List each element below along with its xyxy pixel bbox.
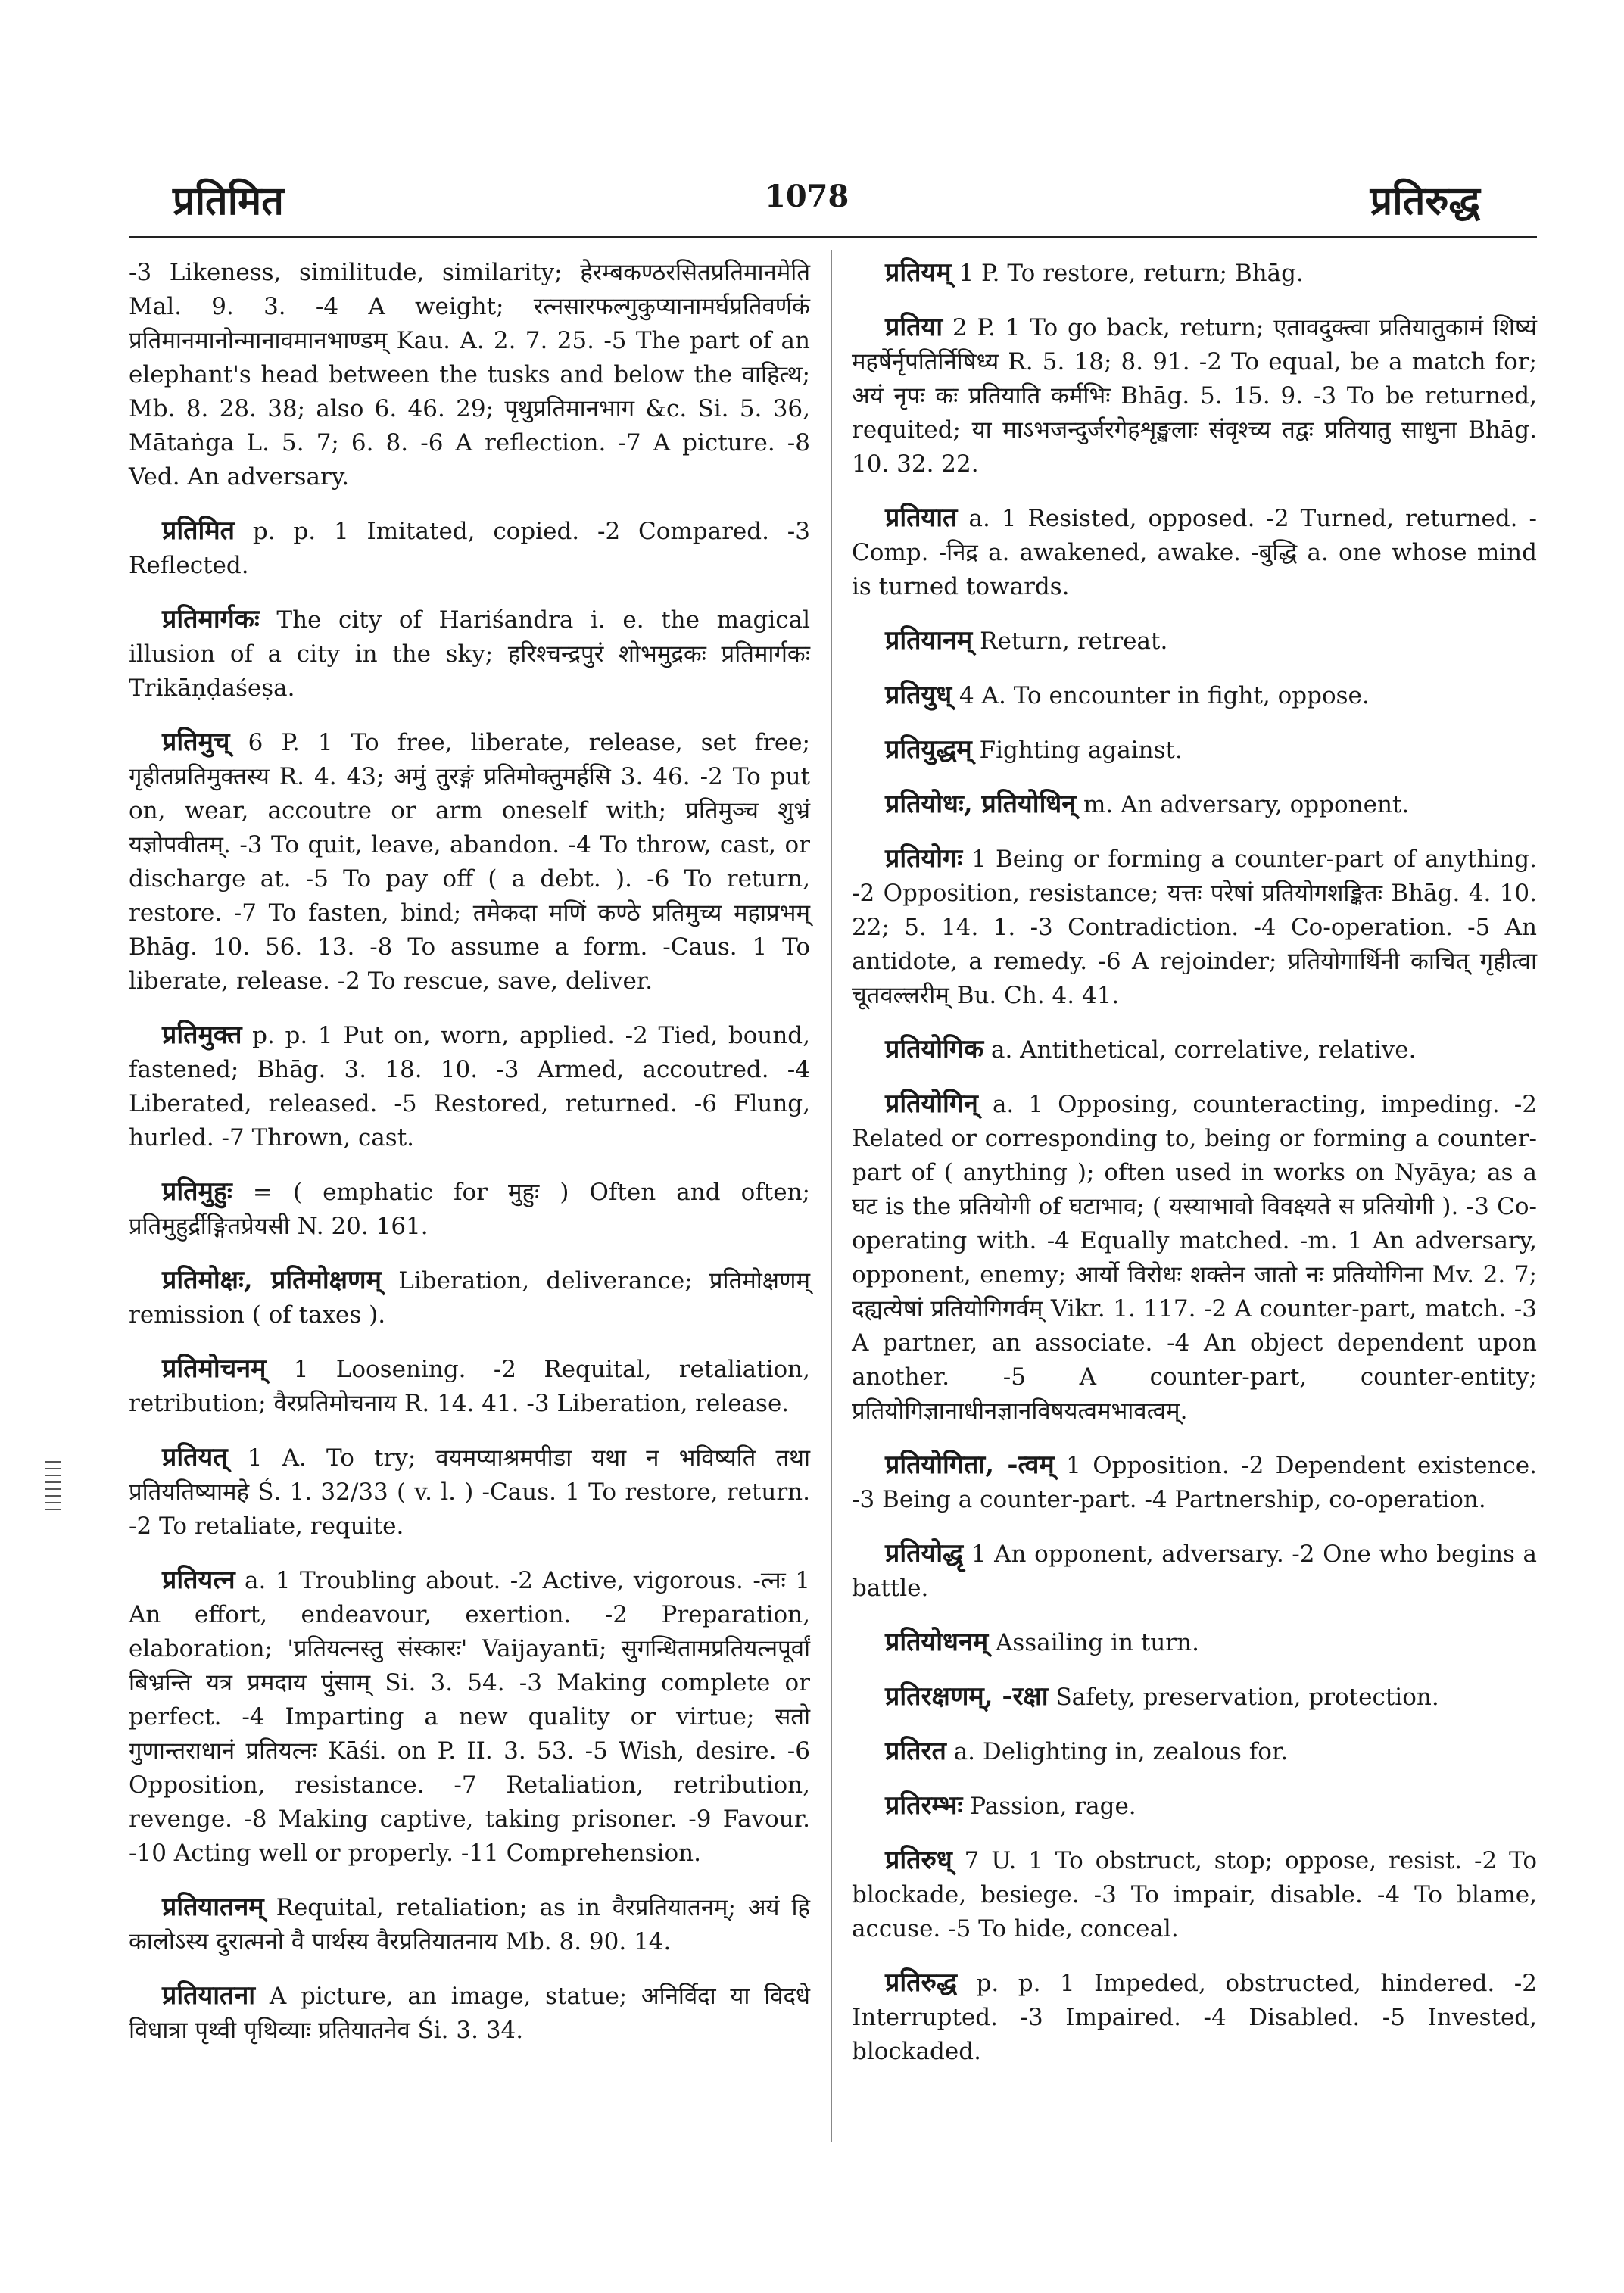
entry-definition: -3 Likeness, similitude, similarity; हेरम्बकण्ठरसितप्रतिमानमेति Mal. 9. 3. -4 A weight; रत्नसारफल्गुकुप्यानामर्घप्रतिवर्णकं प्रतिमानमानोन्मानावमानभाण्डम् Kau. A. 2. 7. 25. -5 The part of an elephant's head between the tusks and below the वाहित्थ; Mb. 8. 28. 38; also 6. 46. 29; पृथुप्रतिमानभाग &c. Si. 5. 36, Mātaṅga L. 5. 7; 6. 8. -6 A reflection. -7 A picture. -8 Ved. An adversary. xyxy=(129,259,810,491)
entry-headword: प्रतियोधः, प्रतियोधिन् xyxy=(885,789,1077,819)
entry-definition: a. 1 Opposing, counteracting, impeding. -2 Related or corresponding to, being or forming a counter-part of ( anything ); often used in works on Nyāya; as a घट is the प्रतियोगी of घटाभाव; ( यस्याभावो विवक्ष्यते स प्रतियोगी ). -3 Co-operating with. -4 Equally matched. -m. 1 An adversary, opponent, enemy; आर्यो विरोधः शक्तेन जातो नः प्रतियोगिना Mv. 2. 7; दह्यत्येषां प्रतियोगिगर्वम् Vikr. 1. 117. -2 A counter-part, match. -3 A partner, an associate. -4 An object dependent upon another. -5 A counter-part, counter-entity; प्रतियोगिज्ञानाधीनज्ञानविषयत्वमभावत्वम्. xyxy=(852,1091,1537,1425)
page-header xyxy=(0,173,1624,226)
dictionary-entry xyxy=(852,624,1537,659)
dictionary-entry xyxy=(852,1448,1537,1517)
entry-headword: प्रतियोगः xyxy=(885,843,963,874)
dictionary-entry xyxy=(852,1680,1537,1715)
margin-marks xyxy=(45,1461,61,1514)
entry-definition: p. p. 1 Put on, worn, applied. -2 Tied, bound, fastened; Bhāg. 3. 18. 10. -3 Armed, accoutred. -4 Liberated, released. -5 Restored, returned. -6 Flung, hurled. -7 Thrown, cast. xyxy=(129,1022,811,1151)
entry-headword: प्रतिमुहुः xyxy=(162,1176,232,1207)
entry-definition: 1 P. To restore, return; Bhāg. xyxy=(959,260,1304,287)
entry-headword: प्रतियातना xyxy=(162,1980,256,2011)
entry-definition: Passion, rage. xyxy=(970,1793,1136,1820)
entry-headword: प्रतियुद्धम् xyxy=(885,734,972,765)
dictionary-entry xyxy=(852,1033,1537,1067)
entry-headword: प्रतियत् xyxy=(162,1442,228,1472)
dictionary-entry xyxy=(852,501,1537,604)
entry-definition: p. p. 1 Imitated, copied. -2 Compared. -3 Reflected. xyxy=(129,518,810,579)
dictionary-entry xyxy=(852,310,1537,481)
dictionary-entry xyxy=(129,514,810,583)
entry-headword: प्रतिरम्भः xyxy=(885,1790,963,1821)
left-column xyxy=(129,256,810,2067)
entry-headword: प्रतियत्न xyxy=(162,1565,235,1595)
dictionary-entry xyxy=(129,1352,810,1421)
entry-definition: 2 P. 1 To go back, return; एतावदुक्त्वा प्रतियातुकामं शिष्यं महर्षेर्नृपतिर्निषिध्य R. 5. 18; 8. 91. -2 To equal, be a match for; अयं नृपः कः प्रतियाति कर्मभिः Bhāg. 5. 15. 9. -3 To be returned, requited; या माऽभजन्दुर्जरगेहशृङ्खलाः संवृश्च्य तद्वः प्रतियातु साधुना Bhāg. 10. 32. 22. xyxy=(852,314,1537,478)
entry-definition: 4 A. To encounter in fight, oppose. xyxy=(959,682,1370,709)
entry-headword: प्रतिमुक्त xyxy=(162,1020,242,1050)
entry-headword: प्रतिरुद्ध xyxy=(885,1967,958,1998)
entry-definition: Requital, retaliation; as in वैरप्रतियातनम्; अयं हि कालोऽस्य दुरात्मनो वै पार्थस्य वैरप्रतियातनाय Mb. 8. 90. 14. xyxy=(129,1894,810,1955)
dictionary-entry xyxy=(852,1625,1537,1660)
entry-headword: प्रतियम् xyxy=(885,257,952,288)
column-divider xyxy=(831,250,832,2142)
entry-definition: a. 1 Troubling about. -2 Active, vigorous. -त्नः 1 An effort, endeavour, exertion. -2 Preparation, elaboration; 'प्रतियत्नस्तु संस्कारः' Vaijayantī; सुगन्धितामप्रतियत्नपूर्वां बिभ्रन्ति यत्र प्रमदाय पुंसाम् Si. 3. 54. -3 Making complete or perfect. -4 Imparting a new quality or virtue; सतो गुणान्तराधानं प्रतियत्नः Kāśi. on P. II. 3. 53. -5 Wish, desire. -6 Opposition, resistance. -7 Retaliation, retribution, revenge. -8 Making captive, taking prisoner. -9 Favour. -10 Acting well or properly. -11 Comprehension. xyxy=(129,1567,811,1867)
dictionary-entry xyxy=(129,1563,810,1871)
dictionary-entry xyxy=(852,678,1537,713)
dictionary-entry xyxy=(129,256,810,494)
entry-headword: प्रतिमुच् xyxy=(162,727,230,757)
entry-headword: प्रतियात xyxy=(885,503,958,533)
dictionary-entry xyxy=(852,733,1537,768)
dictionary-entry xyxy=(129,1890,810,1959)
entry-headword: प्रतियोगिता, -त्वम् xyxy=(885,1450,1055,1480)
entry-definition: 1 Loosening. -2 Requital, retaliation, retribution; वैरप्रतिमोचनाय R. 14. 41. -3 Liberation, release. xyxy=(129,1356,811,1417)
entry-definition: 7 U. 1 To obstruct, stop; oppose, resist. -2 To blockade, besiege. -3 To impair, disable. -4 To blame, accuse. -5 To hide, conceal. xyxy=(852,1847,1537,1943)
header-rule xyxy=(129,236,1537,238)
entry-headword: प्रतिरुध् xyxy=(885,1845,952,1875)
entry-headword: प्रतिया xyxy=(885,312,943,342)
entry-definition: Fighting against. xyxy=(979,737,1183,764)
entry-definition: Liberation, deliverance; प्रतिमोक्षणम् remission ( of taxes ). xyxy=(129,1267,810,1329)
entry-definition: a. Antithetical, correlative, relative. xyxy=(990,1036,1417,1064)
right-running-headword: प्रतिरुद्ध xyxy=(1370,178,1480,224)
entry-definition: = ( emphatic for मुहुः ) Often and often; प्रतिमुहुर्द्रीङ्गितप्रेयसी N. 20. 161. xyxy=(129,1179,811,1240)
dictionary-entry xyxy=(129,1441,810,1544)
entry-headword: प्रतिमोक्षः, प्रतिमोक्षणम् xyxy=(162,1265,382,1295)
dictionary-entry xyxy=(852,1537,1537,1606)
entry-headword: प्रतिरक्षणम्, -रक्षा xyxy=(885,1681,1049,1712)
entry-definition: A picture, an image, statue; अनिर्विदा या विदधे विधात्रा पृथ्वी पृथिव्याः प्रतियातनेव Śi. 3. 34. xyxy=(129,1983,810,2044)
entry-headword: प्रतियातनम् xyxy=(162,1892,264,1922)
entry-definition: 1 Being or forming a counter-part of anything. -2 Opposition, resistance; यत्तः परेषां प्रतियोगशङ्कितः Bhāg. 4. 10. 22; 5. 14. 1. -3 Contradiction. -4 Co-operation. -5 An antidote, a remedy. -6 A rejoinder; प्रतियोगार्थिनी काचित् गृहीत्वा चूतवल्लरीम् Bu. Ch. 4. 41. xyxy=(852,846,1537,1009)
entry-definition: The city of Hariśandra i. e. the magical illusion of a city in the sky; हरिश्चन्द्रपुरं शोभमुद्रकः प्रतिमार्गकः Trikāṇḍaśeṣa. xyxy=(129,606,810,702)
entry-headword: प्रतियोधनम् xyxy=(885,1627,989,1657)
entry-headword: प्रतिमोचनम् xyxy=(162,1354,267,1384)
entry-definition: Assailing in turn. xyxy=(996,1629,1199,1656)
dictionary-entry xyxy=(129,1263,810,1332)
entry-headword: प्रतिरत xyxy=(885,1736,946,1766)
dictionary-entry xyxy=(852,1843,1537,1946)
dictionary-entry xyxy=(129,725,810,999)
dictionary-entry xyxy=(852,1789,1537,1824)
dictionary-entry xyxy=(852,1734,1537,1769)
entry-headword: प्रतियोगिन् xyxy=(885,1089,978,1119)
right-column xyxy=(852,256,1537,2089)
entry-definition: a. Delighting in, zealous for. xyxy=(953,1738,1289,1765)
entry-definition: 1 Opposition. -2 Dependent existence. -3 Being a counter-part. -4 Partnership, co-operation. xyxy=(852,1452,1538,1513)
page-number: 1078 xyxy=(765,179,849,214)
dictionary-entry xyxy=(852,256,1537,291)
entry-headword: प्रतिमित xyxy=(162,516,235,546)
entry-definition: m. An adversary, opponent. xyxy=(1083,791,1410,818)
entry-definition: a. 1 Resisted, opposed. -2 Turned, returned. -Comp. -निद्र a. awakened, awake. -बुद्धि a. one whose mind is turned towards. xyxy=(852,505,1538,600)
left-running-headword: प्रतिमित xyxy=(173,178,284,224)
entry-headword: प्रतिमार्गकः xyxy=(162,604,260,634)
entry-definition: Safety, preservation, protection. xyxy=(1055,1684,1439,1711)
dictionary-entry xyxy=(852,1966,1537,2069)
entry-definition: p. p. 1 Impeded, obstructed, hindered. -2 Interrupted. -3 Impaired. -4 Disabled. -5 Invested, blockaded. xyxy=(852,1970,1537,2065)
entry-definition: 6 P. 1 To free, liberate, release, set free; गृहीतप्रतिमुक्तस्य R. 4. 43; अमुं तुरङ्गं प्रतिमोक्तुमर्हसि 3. 46. -2 To put on, wear, accoutre or arm oneself with; प्रतिमुञ्च शुभ्रं यज्ञोपवीतम्. -3 To quit, leave, abandon. -4 To throw, cast, or discharge at. -5 To pay off ( a debt. ). -6 To return, restore. -7 To fasten, bind; तमेकदा मणिं कण्ठे प्रतिमुच्य महाप्रभम् Bhāg. 10. 56. 13. -8 To assume a form. -Caus. 1 To liberate, release. -2 To rescue, save, deliver. xyxy=(129,729,810,995)
entry-definition: 1 An opponent, adversary. -2 One who begins a battle. xyxy=(852,1541,1537,1602)
dictionary-entry xyxy=(129,1979,810,2048)
dictionary-entry xyxy=(852,1087,1537,1428)
entry-definition: 1 A. To try; वयमप्याश्रमपीडा यथा न भविष्यति तथा प्रतियतिष्यामहे Ś. 1. 32/33 ( v. l. ) -Caus. 1 To restore, return. -2 To retaliate, requite. xyxy=(129,1444,810,1540)
entry-definition: Return, retreat. xyxy=(980,628,1168,655)
dictionary-entry xyxy=(852,787,1537,822)
dictionary-entry xyxy=(129,603,810,706)
entry-headword: प्रतियोगिक xyxy=(885,1034,984,1064)
entry-headword: प्रतियोद्धृ xyxy=(885,1538,964,1569)
entry-headword: प्रतियानम् xyxy=(885,625,973,656)
dictionary-entry xyxy=(852,842,1537,1013)
dictionary-entry xyxy=(129,1175,810,1244)
entry-headword: प्रतियुध् xyxy=(885,680,952,710)
dictionary-entry xyxy=(129,1018,810,1155)
